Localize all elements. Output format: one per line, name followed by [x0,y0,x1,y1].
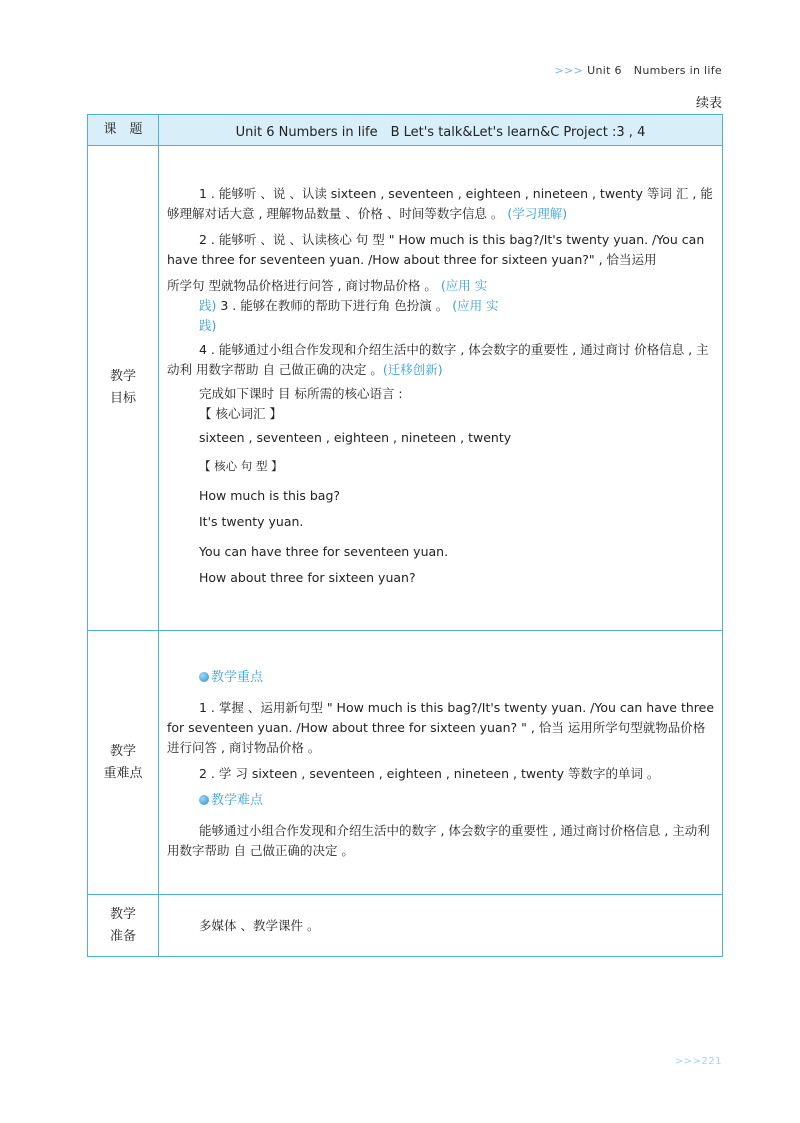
objective-2: 2 . 能够听 、说 、认读核心 句 型 " How much is this bag?/It's twenty yuan. /You can have three for seventeen yuan. /How about three for sixteen yuan?" , 恰当运用 [167,232,705,267]
continued-label: 续表 [695,96,722,111]
core-language-intro: 完成如下课时 目 标所需的核心语言 : [199,386,403,401]
focus-2: 2 . 学 习 sixteen , seventeen , eighteen , nineteen , twenty 等数字的单词 。 [199,765,660,781]
pattern-3: You can have three for seventeen yuan. [199,544,449,559]
circle-bullet-icon [199,795,209,805]
core-pattern-title: 【 核心 句 型 】 [199,459,283,473]
preparation-label: 教学 准备 [88,895,159,957]
header-unit: Unit 6 [587,64,622,77]
key-points-row [88,631,723,895]
preparation-row [88,895,723,957]
objective-3-cont: 践) [199,318,217,333]
pattern-4: How about three for sixteen yuan? [199,570,416,585]
objective-2-cont: 所学句 型就物品价格进行问答 , 商讨物品价格 。 (应用 实 [167,278,488,293]
objective-4: 4 . 能够通过小组合作发现和介绍生活中的数字 , 体会数字的重要性 , 通过商讨 价格信息 , 主动利 用数字帮助 自 己做正确的决定 。(迁移创新) [167,342,709,377]
pattern-1: How much is this bag? [199,488,341,503]
circle-bullet-icon [199,672,209,682]
core-vocab: sixteen , seventeen , eighteen , nineteen , twenty [199,430,512,445]
focus-1: 1 . 掌握 、运用新句型 " How much is this bag?/It's twenty yuan. /You can have three for seventeen yuan. /How about three for sixteen yuan? " , 恰当 运用所学句型就物品价格进行问答 , 商讨物品价格 。 [167,699,715,755]
header-topic: Numbers in life [633,64,722,77]
objectives-label: 教学 目标 [88,146,159,631]
difficulty-text: 能够通过小组合作发现和介绍生活中的数字 , 体会数字的重要性 , 通过商讨价格信息 , 主动利 用数字帮助 自 己做正确的决定 。 [167,822,710,858]
page-number: >>>221 [674,1056,722,1067]
key-points-label: 教学 重难点 [88,631,159,895]
header-arrows: >>> [554,64,584,77]
objective-1: 1 . 能够听 、说 、认读 sixteen , seventeen , eighteen , nineteen , twenty 等词 汇 , 能够理解对话大意 , 理解物品数量 、价格 、时间等数字信息 。 (学习理解) [167,186,713,221]
core-vocab-title: 【 核心词汇 】 [199,406,282,421]
preparation-text: 多媒体 、教学课件 。 [199,917,320,933]
lesson-plan-table [87,114,723,957]
preparation-content [159,895,723,957]
running-header [555,64,722,77]
difficulty-heading: 教学难点 [167,790,714,811]
objective-3: 践) 3 . 能够在教师的帮助下进行角 色扮演 。 (应用 实 [199,298,499,313]
lesson-title: Unit 6 Numbers in life B Let's talk&Let's learn&C Project :3 , 4 [159,115,723,146]
key-points-content [159,631,723,895]
title-row [88,115,723,146]
objectives-content [159,146,723,631]
focus-heading: 教学重点 [167,667,714,688]
pattern-2: It's twenty yuan. [199,514,304,529]
title-label: 课 题 [88,115,159,146]
objectives-row [88,146,723,631]
